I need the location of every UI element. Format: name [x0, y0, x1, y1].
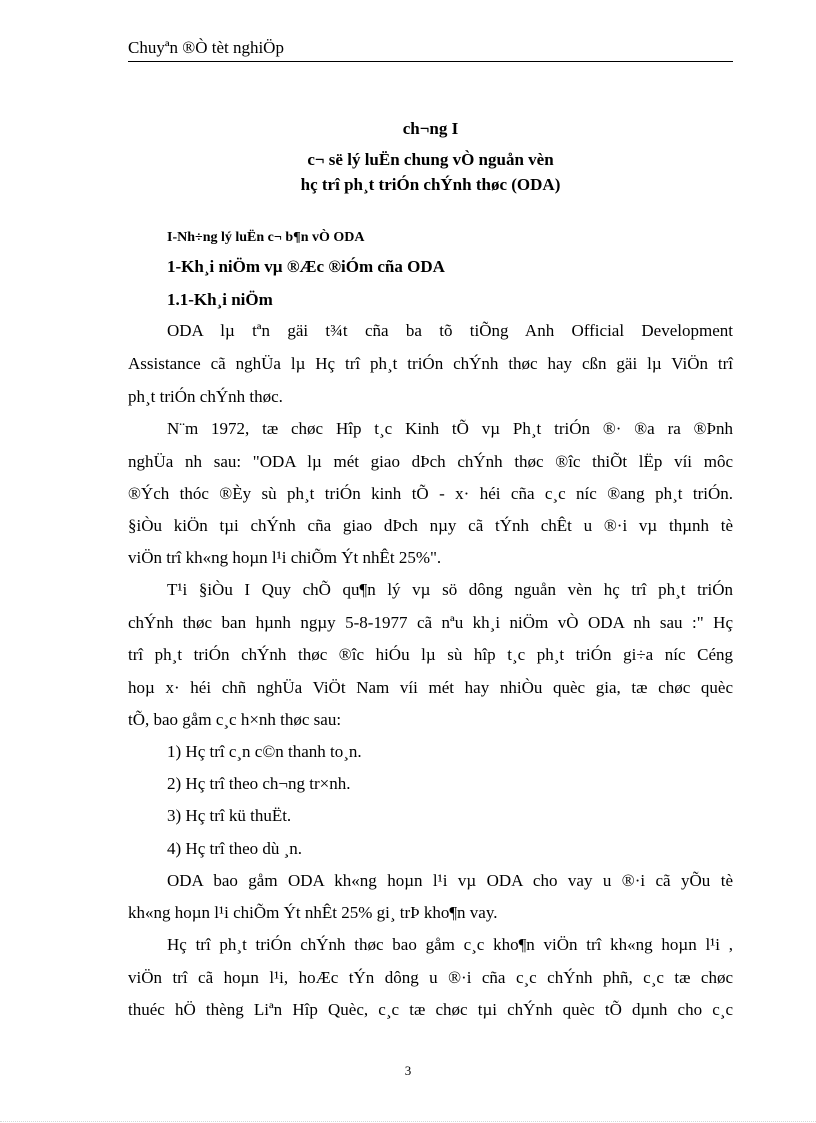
paragraph-line: viÖn trî cã hoµn l¹i, hoÆc tÝn dông u ®·i cña c¸c chÝnh phñ, c¸c tæ chøc — [128, 968, 733, 987]
paragraph-line: ®Ých thóc ®Èy sù ph¸t triÓn kinh tÕ - x· héi cña c¸c níc ®ang ph¸t triÓn. — [128, 484, 733, 503]
paragraph-line: thuéc hÖ thèng Liªn Hîp Quèc, c¸c tæ chøc tµi chÝnh quèc tÕ dµnh cho c¸c — [128, 1000, 733, 1019]
list-item: 4) Hç trî theo dù ¸n. — [167, 839, 303, 858]
page-number: 3 — [404, 1063, 412, 1078]
paragraph-line: N¨m 1972, tæ chøc Hîp t¸c Kinh tÕ vµ Ph¸t triÓn ®· ®a ra ®Þnh — [167, 419, 733, 438]
paragraph-line: tÕ, bao gåm c¸c h×nh thøc sau: — [128, 710, 342, 729]
list-item: 2) Hç trî theo ch¬ng tr×nh. — [167, 774, 351, 793]
paragraph-line: hoµ x· héi chñ nghÜa ViÖt Nam víi mét hay nhiÒu quèc gia, tæ chøc quèc — [128, 678, 733, 697]
section-heading-3: 1.1-Kh¸i niÖm — [167, 290, 273, 309]
section-heading-1: I-Nh÷ng lý luËn c¬ b¶n vÒ ODA — [167, 230, 365, 245]
paragraph-line: ph¸t triÓn chÝnh thøc. — [128, 387, 283, 406]
paragraph-line: §iÒu kiÖn tµi chÝnh cña giao dÞch nµy cã tÝnh chÊt u ®·i vµ thµnh tè — [128, 516, 733, 535]
paragraph-line: ODA lµ tªn gäi t¾t cña ba tõ tiÕng Anh Official Development — [167, 321, 733, 340]
list-item: 1) Hç trî c¸n c©n thanh to¸n. — [167, 742, 362, 761]
paragraph-line: Assistance cã nghÜa lµ Hç trî ph¸t triÓn chÝnh thøc hay cßn gäi lµ ViÖn trî — [128, 354, 733, 373]
list-item: 3) Hç trî kü thuËt. — [167, 806, 292, 825]
chapter-title-line-2: hç trî ph¸t triÓn chÝnh thøc (ODA) — [300, 175, 561, 194]
paragraph-line: viÖn trî kh«ng hoµn l¹i chiÕm Ýt nhÊt 25%". — [128, 548, 442, 567]
page-bottom-edge — [0, 1121, 816, 1122]
header-rule — [128, 61, 733, 62]
paragraph-line: trî ph¸t triÓn chÝnh thøc ®îc hiÓu lµ sù hîp t¸c ph¸t triÓn gi÷a níc Céng — [128, 645, 733, 664]
chapter-label: ch¬ng I — [402, 119, 459, 138]
paragraph-line: T¹i §iÒu I Quy chÕ qu¶n lý vµ sö dông nguån vèn hç trî ph¸t triÓn — [167, 580, 733, 599]
paragraph-line: Hç trî ph¸t triÓn chÝnh thøc bao gåm c¸c kho¶n viÖn trî kh«ng hoµn l¹i , — [167, 935, 733, 954]
paragraph-line: ODA bao gåm ODA kh«ng hoµn l¹i vµ ODA cho vay u ®·i cã yÕu tè — [167, 871, 733, 890]
chapter-title-line-1: c¬ së lý luËn chung vÒ nguån vèn — [307, 150, 554, 169]
running-header: Chuyªn ®Ò tèt nghiÖp — [128, 38, 284, 57]
paragraph-line: kh«ng hoµn l¹i chiÕm Ýt nhÊt 25% gi¸ trÞ kho¶n vay. — [128, 903, 498, 922]
paragraph-line: nghÜa nh sau: "ODA lµ mét giao dÞch chÝnh thøc ®îc thiÕt lËp víi môc — [128, 452, 733, 471]
paragraph-line: chÝnh thøc ban hµnh ngµy 5-8-1977 cã nªu kh¸i niÖm vÒ ODA nh sau :" Hç — [128, 613, 733, 632]
section-heading-2: 1-Kh¸i niÖm vµ ®Æc ®iÓm cña ODA — [167, 257, 445, 276]
